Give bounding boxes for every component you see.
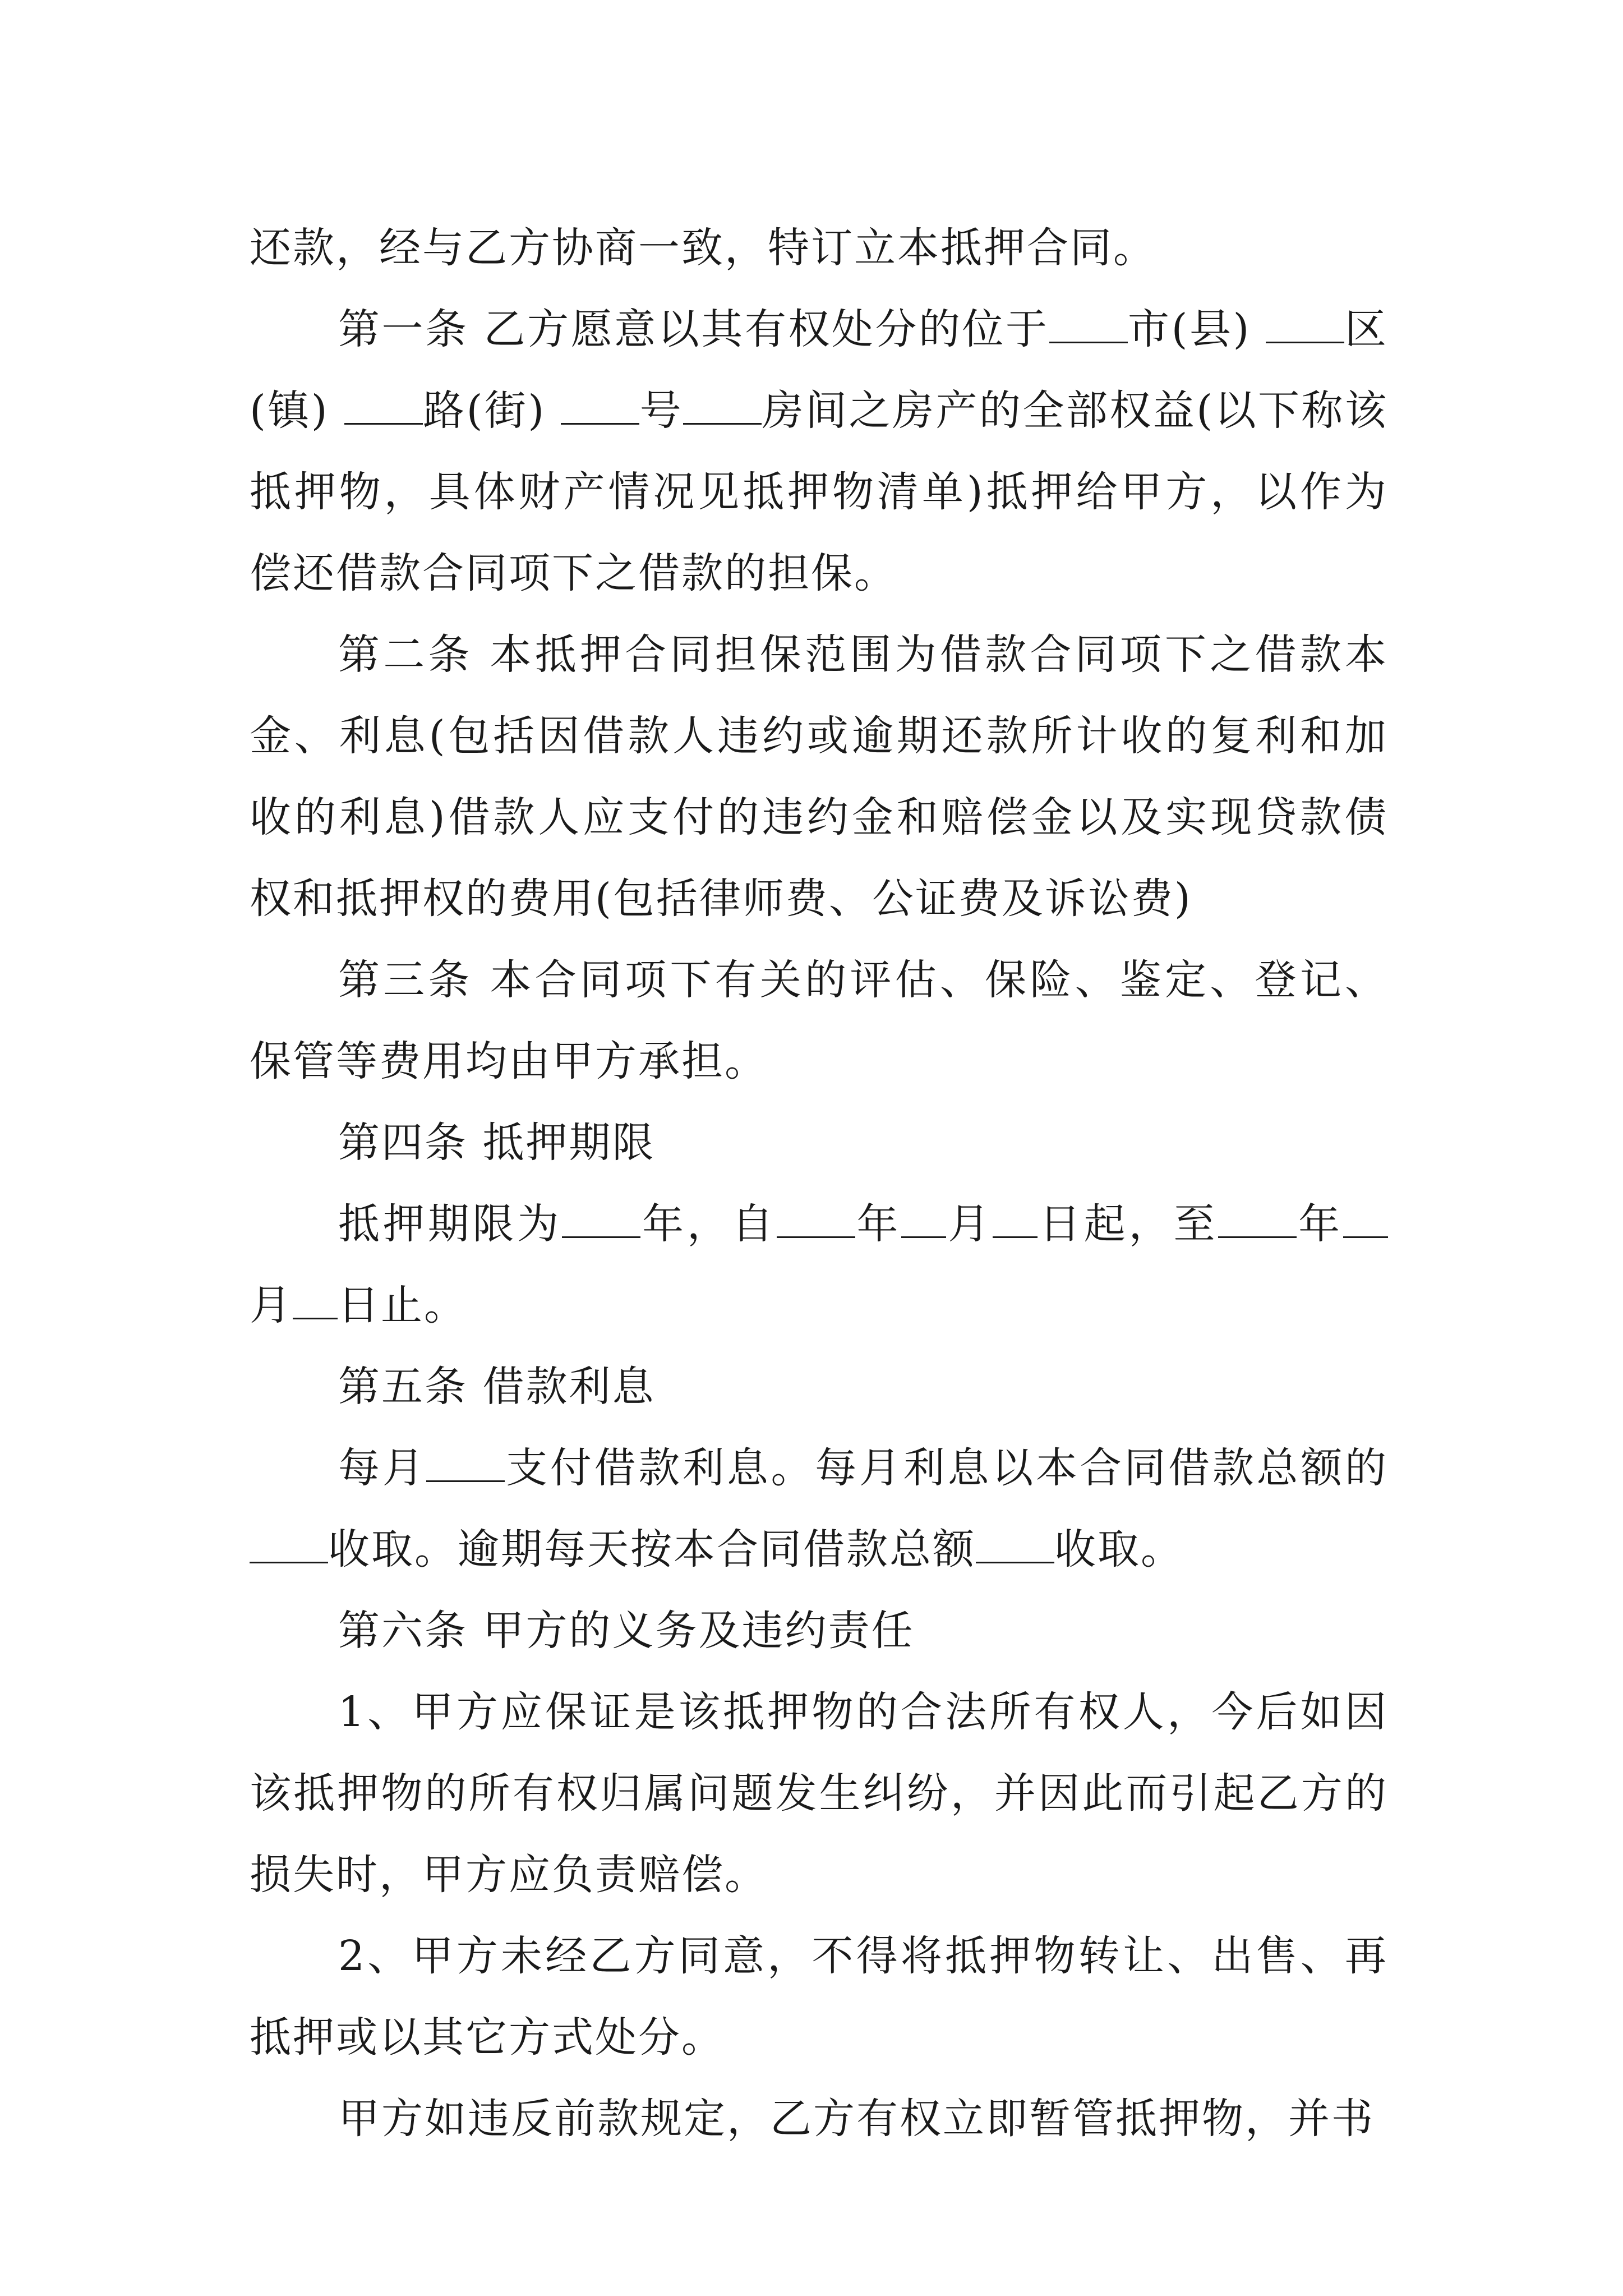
blank-field — [561, 389, 639, 425]
article-5-title: 第五条 借款利息 — [338, 1363, 656, 1411]
blank-field — [1049, 308, 1128, 343]
document-body — [250, 208, 1388, 2160]
article-2: 第二条 本抵押合同担保范围为借款合同项下之借款本金、利息(包括因借款人违约或逾期还款所计收的复利和加收的利息)借款人应支付的违约金和赔偿金以及实现贷款债权和抵押权的费用(包括律师费、公证费及诉讼费) — [250, 631, 1388, 923]
article-6-clause-3: 甲方如违反前款规定，乙方有权立即暂管抵押物，并书 — [338, 2095, 1375, 2143]
blank-field — [976, 1528, 1054, 1563]
article-6-title: 第六条 甲方的义务及违约责任 — [338, 1607, 915, 1655]
article-6-clause-1: 1、甲方应保证是该抵押物的合法所有权人，今后如因该抵押物的所有权归属问题发生纠纷，并因此而引起乙方的损失时，甲方应负责赔偿。 — [250, 1688, 1388, 1899]
blank-field — [777, 1203, 855, 1238]
article-6-clause-2: 2、甲方未经乙方同意，不得将抵押物转让、出售、再抵押或以其它方式处分。 — [250, 1932, 1388, 2062]
blank-field — [562, 1203, 640, 1238]
article-3: 第三条 本合同项下有关的评估、保险、鉴定、登记、保管等费用均由甲方承担。 — [250, 956, 1388, 1085]
blank-field — [901, 1203, 946, 1238]
blank-field — [293, 1284, 338, 1319]
article-1: 第一条 乙方愿意以其有权处分的位于 市(县) 区(镇) 路(街) 号 房间之房产的全部权益(以下称该抵押物，具体财产情况见抵押物清单)抵押给甲方，以作为偿还借款合同项下之借款的担保。 — [250, 305, 1389, 597]
blank-field — [1218, 1203, 1297, 1238]
article-5-body: 每月 支付借款利息。每月利息以本合同借款总额的收取。逾期每天按本合同借款总额 收取。 — [250, 1428, 1388, 1590]
blank-field — [683, 389, 762, 425]
article-4-title: 第四条 抵押期限 — [338, 1119, 656, 1167]
article-4-body: 抵押期限为 年，自 年 月 日起，至 年月 日止。 — [250, 1184, 1388, 1346]
blank-field — [250, 1528, 328, 1563]
paragraph-intro: 还款，经与乙方协商一致，特订立本抵押合同。 — [250, 224, 1156, 272]
blank-field — [1266, 308, 1344, 343]
blank-field — [426, 1447, 505, 1482]
blank-field — [1343, 1203, 1388, 1238]
blank-field — [344, 389, 423, 425]
blank-field — [993, 1203, 1038, 1238]
